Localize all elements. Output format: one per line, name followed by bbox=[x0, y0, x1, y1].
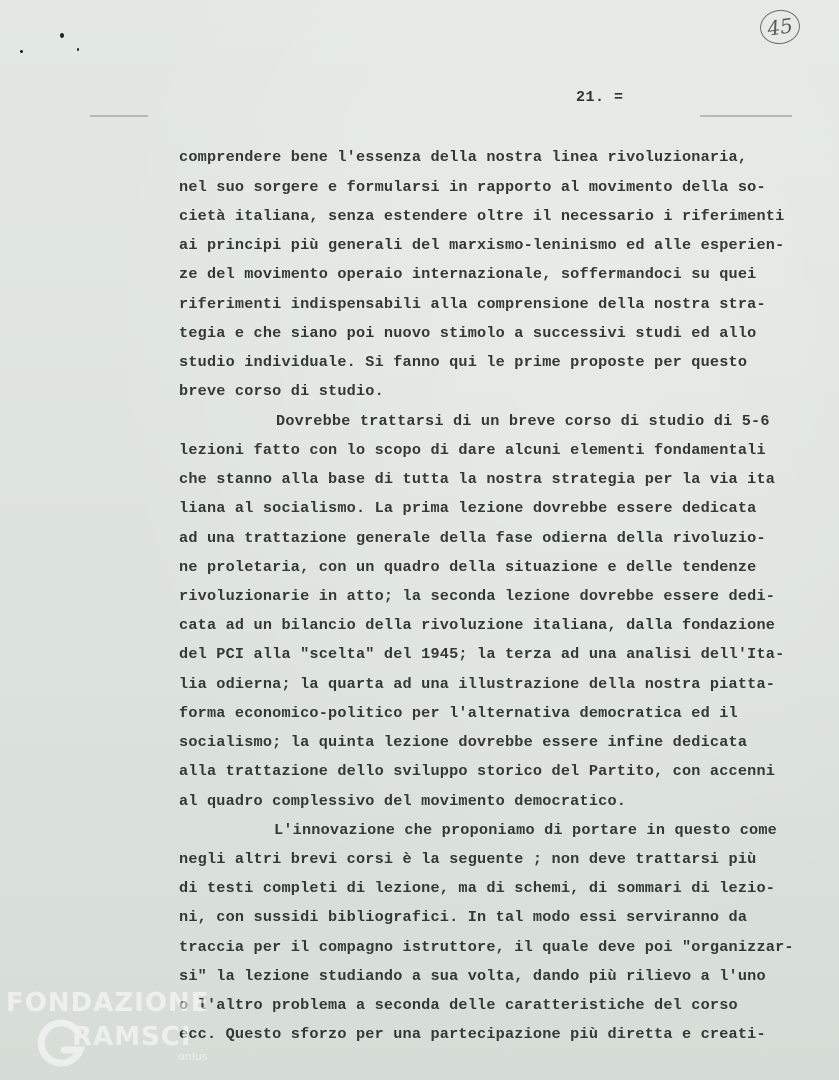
header-rule-left bbox=[90, 115, 148, 117]
header-rule-right bbox=[700, 115, 792, 117]
page-number: 21. = bbox=[576, 89, 624, 106]
text-line: traccia per il compagno istruttore, il quale deve poi "organizzar- bbox=[179, 938, 794, 956]
text-line: del PCI alla "scelta" del 1945; la terza ad una analisi dell'Ita- bbox=[179, 645, 785, 663]
archive-page-number: 45 bbox=[758, 7, 802, 46]
text-line: cata ad un bilancio della rivoluzione italiana, dalla fondazione bbox=[179, 616, 776, 634]
text-line: riferimenti indispensabili alla comprensione della nostra stra- bbox=[179, 295, 766, 313]
text-line: che stanno alla base di tutta la nostra strategia per la via ita bbox=[179, 470, 776, 488]
text-line: rivoluzionarie in atto; la seconda lezione dovrebbe essere dedi- bbox=[179, 587, 776, 605]
text-line: studio individuale. Si fanno qui le prime proposte per questo bbox=[179, 353, 748, 371]
watermark-line1: FONDAZIONE bbox=[6, 988, 210, 1018]
fondazione-gramsci-watermark bbox=[6, 988, 236, 1078]
text-line: L'innovazione che proponiamo di portare in questo come bbox=[274, 821, 777, 839]
text-line: di testi completi di lezione, ma di schemi, di sommari di lezio- bbox=[179, 879, 776, 897]
text-line: ai principi più generali del marxismo-leninismo ed alle esperien- bbox=[179, 236, 785, 254]
text-line: ne proletaria, con un quadro della situazione e delle tendenze bbox=[179, 558, 757, 576]
text-line: forma economico-politico per l'alternativa democratica ed il bbox=[179, 704, 738, 722]
text-line: negli altri brevi corsi è la seguente ; non deve trattarsi più bbox=[179, 850, 757, 868]
text-line: ze del movimento operaio internazionale, soffermandoci su quei bbox=[179, 265, 757, 283]
text-line: ni, con sussidi bibliografici. In tal modo essi serviranno da bbox=[179, 908, 748, 926]
ink-speck bbox=[20, 50, 23, 53]
text-line: ecc. Questo sforzo per una partecipazione più diretta e creati- bbox=[179, 1025, 766, 1043]
text-line: breve corso di studio. bbox=[179, 382, 384, 400]
watermark-line3: onlus bbox=[178, 1050, 208, 1063]
text-line: lia odierna; la quarta ad una illustrazione della nostra piatta- bbox=[179, 675, 776, 693]
text-line: ad una trattazione generale della fase odierna della rivoluzio- bbox=[179, 529, 766, 547]
text-line: alla trattazione dello sviluppo storico del Partito, con accenni bbox=[179, 762, 776, 780]
text-line: o l'altro problema a seconda delle caratteristiche del corso bbox=[179, 996, 738, 1014]
ink-speck bbox=[77, 48, 79, 51]
text-line: liana al socialismo. La prima lezione dovrebbe essere dedicata bbox=[179, 499, 757, 517]
text-line: comprendere bene l'essenza della nostra linea rivoluzionaria, bbox=[179, 148, 748, 166]
text-line: nel suo sorgere e formularsi in rapporto al movimento della so- bbox=[179, 178, 766, 196]
text-line: al quadro complessivo del movimento democratico. bbox=[179, 792, 627, 810]
text-line: si" la lezione studiando a sua volta, dando più rilievo a l'uno bbox=[179, 967, 766, 985]
text-line: lezioni fatto con lo scopo di dare alcuni elementi fondamentali bbox=[179, 441, 766, 459]
text-line: Dovrebbe trattarsi di un breve corso di studio di 5-6 bbox=[276, 412, 770, 430]
text-line: socialismo; la quinta lezione dovrebbe essere infine dedicata bbox=[179, 733, 748, 751]
watermark-line2: RAMSCI bbox=[72, 1022, 192, 1052]
text-line: cietà italiana, senza estendere oltre il necessario i riferimenti bbox=[179, 207, 785, 225]
ink-speck bbox=[60, 33, 64, 38]
text-line: tegia e che siano poi nuovo stimolo a successivi studi ed allo bbox=[179, 324, 757, 342]
